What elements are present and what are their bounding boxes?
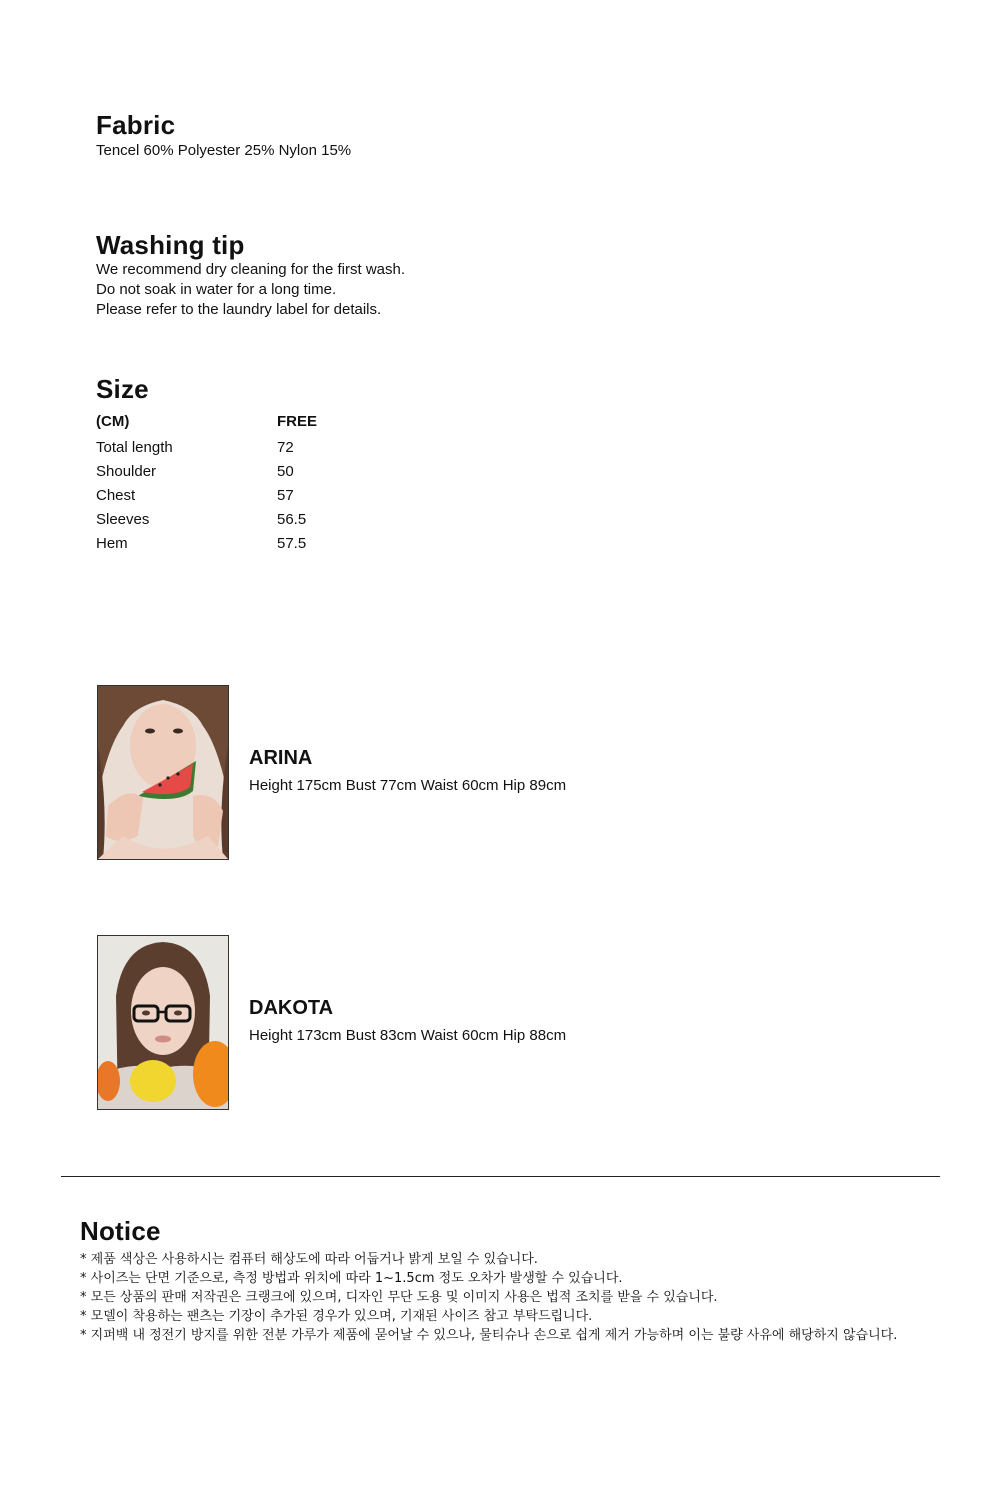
size-unit-label: (CM)	[96, 413, 130, 430]
size-value: 72	[277, 439, 294, 456]
fabric-title: Fabric	[96, 110, 176, 140]
size-value: 57.5	[277, 535, 307, 552]
model-name: DAKOTA	[249, 997, 334, 1019]
size-value: 50	[277, 463, 294, 480]
model-photo-dakota-image	[98, 936, 228, 1109]
size-value: 57	[277, 487, 294, 504]
size-label: Total length	[96, 439, 173, 456]
notice-line: * 모든 상품의 판매 저작권은 크랭크에 있으며, 디자인 무단 도용 및 이미지 사용은 법적 조치를 받을 수 있습니다.	[80, 1290, 718, 1305]
size-column-label: FREE	[277, 413, 318, 430]
size-label: Shoulder	[96, 463, 157, 480]
fabric-composition: Tencel 60% Polyester 25% Nylon 15%	[96, 142, 352, 159]
notice-title: Notice	[80, 1216, 161, 1246]
model-stats: Height 175cm Bust 77cm Waist 60cm Hip 89cm	[249, 777, 567, 794]
washing-title: Washing tip	[96, 230, 245, 260]
notice-line: * 제품 색상은 사용하시는 컴퓨터 해상도에 따라 어둡거나 밝게 보일 수 있습니다.	[80, 1252, 538, 1267]
washing-line: Do not soak in water for a long time.	[96, 281, 337, 298]
notice-line: * 지퍼백 내 정전기 방지를 위한 전분 가루가 제품에 묻어날 수 있으나, 물티슈나 손으로 쉽게 제거 가능하며 이는 불량 사유에 해당하지 않습니다.	[80, 1328, 898, 1343]
size-row	[96, 508, 396, 532]
size-row	[96, 532, 396, 556]
size-label: Hem	[96, 535, 128, 552]
notice-line: * 모델이 착용하는 팬츠는 기장이 추가된 경우가 있으며, 기재된 사이즈 참고 부탁드립니다.	[80, 1309, 593, 1324]
size-row	[96, 484, 396, 508]
size-label: Sleeves	[96, 511, 150, 528]
size-header-row	[96, 410, 396, 434]
size-row	[96, 460, 396, 484]
notice-line: * 사이즈는 단면 기준으로, 측정 방법과 위치에 따라 1~1.5cm 정도 오차가 발생할 수 있습니다.	[80, 1271, 623, 1286]
size-value: 56.5	[277, 511, 307, 528]
size-label: Chest	[96, 487, 136, 504]
model-photo-arina-image	[98, 686, 228, 859]
model-name: ARINA	[249, 747, 313, 769]
size-row	[96, 436, 396, 460]
model-stats: Height 173cm Bust 83cm Waist 60cm Hip 88cm	[249, 1027, 567, 1044]
size-title: Size	[96, 374, 149, 404]
washing-line: We recommend dry cleaning for the first wash.	[96, 261, 406, 278]
washing-line: Please refer to the laundry label for details.	[96, 301, 382, 318]
model-photo-arina	[97, 685, 229, 860]
section-divider	[61, 1176, 940, 1177]
model-photo-dakota	[97, 935, 229, 1110]
